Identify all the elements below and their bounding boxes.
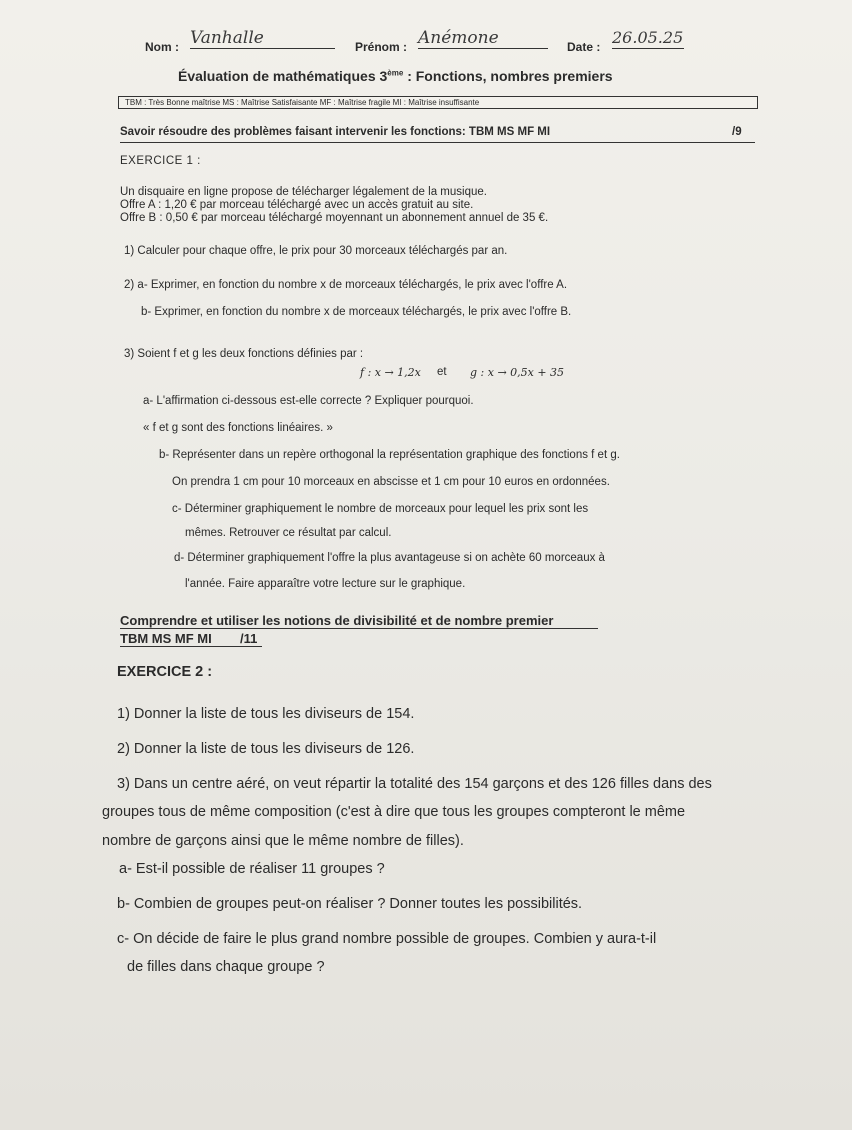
skill-1-score: /9 — [732, 126, 742, 138]
skill-2-underline-2 — [120, 646, 262, 647]
nom-label: Nom : — [145, 40, 179, 54]
ex2-question-3-line-3: nombre de garçons ainsi que le même nombre de filles). — [102, 833, 464, 849]
ex1-question-3b-line-1: b- Représenter dans un repère orthogonal la représentation graphique des fonctions f et g. — [159, 449, 620, 461]
ex1-question-2a: 2) a- Exprimer, en fonction du nombre x de morceaux téléchargés, le prix avec l'offre A. — [124, 279, 568, 291]
et-word: et — [437, 366, 447, 378]
ex2-question-3c-line-1: c- On décide de faire le plus grand nombre possible de groupes. Combien y aura-t-il — [117, 931, 657, 947]
ex1-question-3a: a- L'affirmation ci-dessous est-elle correcte ? Expliquer pourquoi. — [143, 395, 474, 407]
skill-2-score: /11 — [240, 631, 258, 646]
exercise-1-heading: EXERCICE 1 : — [120, 155, 201, 167]
nom-field: Vanhalle — [190, 28, 335, 49]
date-field: 26.05.25 — [612, 28, 684, 47]
function-g-definition: g : x → 0,5x + 35 — [470, 366, 565, 379]
function-f-definition: f : x → 1,2x — [360, 366, 421, 379]
ex1-question-3a-quote: « f et g sont des fonctions linéaires. » — [143, 422, 333, 434]
date-label: Date : — [567, 40, 601, 54]
ex2-question-3-line-1: 3) Dans un centre aéré, on veut répartir la totalité des 154 garçons et des 126 filles dans des — [117, 776, 712, 792]
ex1-question-2b: b- Exprimer, en fonction du nombre x de morceaux téléchargés, le prix avec l'offre B. — [141, 306, 572, 318]
ex1-question-3d-line-2: l'année. Faire apparaître votre lecture sur le graphique. — [185, 578, 466, 590]
grading-legend: TBM : Très Bonne maîtrise MS : Maîtrise Satisfaisante MF : Maîtrise fragile MI : Maîtrise insuffisante — [118, 96, 758, 109]
ex1-question-3c-line-2: mêmes. Retrouver ce résultat par calcul. — [185, 527, 392, 539]
prenom-field: Anémone — [418, 28, 548, 49]
page-title: Évaluation de mathématiques 3ème : Fonctions, nombres premiers — [178, 68, 613, 84]
skill-2-underline-1 — [120, 628, 598, 629]
ex1-question-3d-line-1: d- Déterminer graphiquement l'offre la plus avantageuse si on achète 60 morceaux à — [174, 552, 605, 564]
exercise-2-heading: EXERCICE 2 : — [117, 664, 213, 680]
ex2-question-3b: b- Combien de groupes peut-on réaliser ? Donner toutes les possibilités. — [117, 896, 583, 912]
ex1-question-3b-line-2: On prendra 1 cm pour 10 morceaux en abscisse et 1 cm pour 10 euros en ordonnées. — [172, 476, 610, 488]
ex2-question-3c-line-2: de filles dans chaque groupe ? — [127, 959, 325, 975]
ex2-question-2: 2) Donner la liste de tous les diviseurs de 126. — [117, 741, 415, 757]
ex1-question-3: 3) Soient f et g les deux fonctions définies par : — [124, 348, 364, 360]
prenom-label: Prénom : — [355, 40, 408, 54]
exercise-1-intro-line-3: Offre B : 0,50 € par morceau téléchargé moyennant un abonnement annuel de 35 €. — [120, 212, 549, 224]
ex2-question-3-line-2: groupes tous de même composition (c'est à dire que tous les groupes compteront le même — [102, 804, 686, 820]
skill-1-text: Savoir résoudre des problèmes faisant intervenir les fonctions: TBM MS MF MI — [120, 126, 551, 138]
ex2-question-1: 1) Donner la liste de tous les diviseurs de 154. — [117, 706, 415, 722]
exercise-1-intro-line-1: Un disquaire en ligne propose de télécharger légalement de la musique. — [120, 186, 487, 198]
ex1-question-3c-line-1: c- Déterminer graphiquement le nombre de morceaux pour lequel les prix sont les — [172, 503, 589, 515]
ex2-question-3a: a- Est-il possible de réaliser 11 groupes ? — [119, 861, 385, 877]
exercise-1-intro-line-2: Offre A : 1,20 € par morceau téléchargé avec un accès gratuit au site. — [120, 199, 474, 211]
ex1-question-1: 1) Calculer pour chaque offre, le prix pour 30 morceaux téléchargés par an. — [124, 245, 508, 257]
skill-2-line-1: Comprendre et utiliser les notions de divisibilité et de nombre premier — [120, 613, 554, 628]
skill-1-underline — [120, 142, 755, 143]
skill-2-line-2: TBM MS MF MI — [120, 631, 212, 646]
